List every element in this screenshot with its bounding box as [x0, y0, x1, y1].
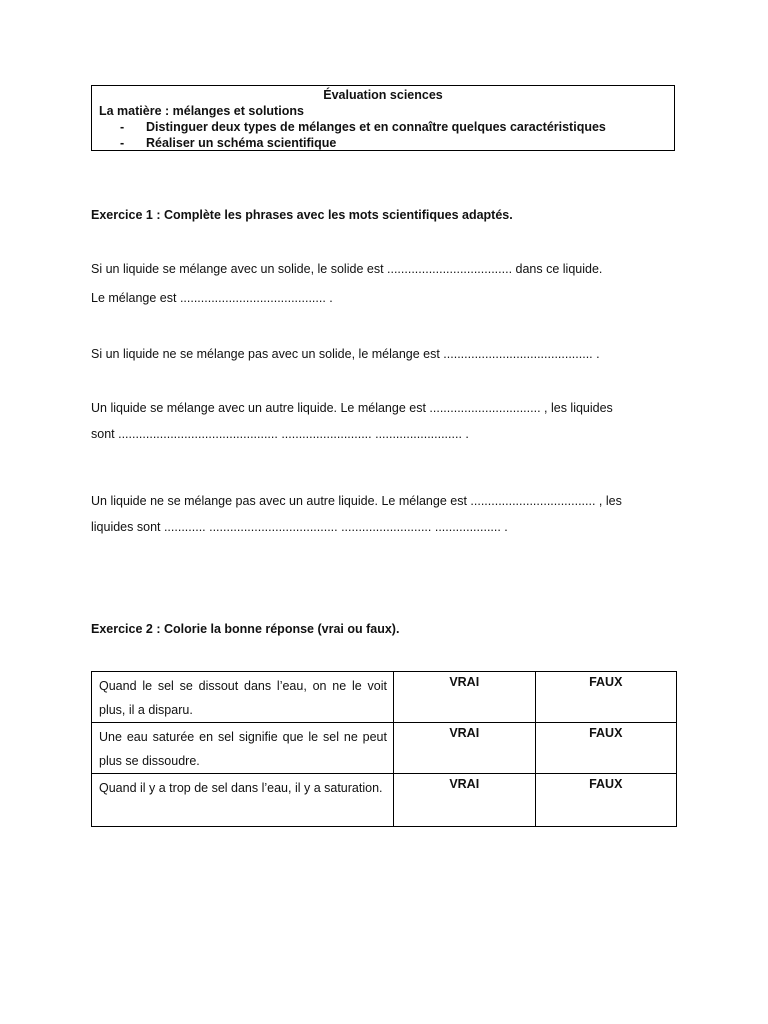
false-option[interactable]: FAUX [535, 774, 677, 827]
fill-in-line: Un liquide se mélange avec un autre liquide. Le mélange est ................................ , les liquides [91, 401, 613, 415]
exercise2-heading: Exercice 2 : Colorie la bonne réponse (vrai ou faux). [91, 622, 400, 636]
true-option[interactable]: VRAI [394, 723, 536, 774]
statement-cell: Quand il y a trop de sel dans l’eau, il y a saturation. [92, 774, 394, 827]
fill-in-line: Si un liquide ne se mélange pas avec un solide, le mélange est ........................................... . [91, 347, 600, 361]
table-row [92, 774, 677, 827]
page-title: Évaluation sciences [323, 88, 443, 102]
fill-in-line: liquides sont ............ ..................................... .......................... ................... . [91, 520, 508, 534]
objective-text: Distinguer deux types de mélanges et en connaître quelques caractéristiques [146, 120, 606, 134]
header-box [91, 85, 675, 151]
true-false-table [91, 671, 677, 827]
false-option[interactable]: FAUX [535, 723, 677, 774]
subtitle: La matière : mélanges et solutions [99, 104, 304, 118]
bullet-dash: - [120, 120, 125, 134]
statement-cell: Quand le sel se dissout dans l’eau, on ne le voit plus, il a disparu. [92, 672, 394, 723]
true-option[interactable]: VRAI [394, 672, 536, 723]
fill-in-line: Un liquide ne se mélange pas avec un autre liquide. Le mélange est .................................... , les [91, 494, 622, 508]
table-row [92, 723, 677, 774]
fill-in-line: sont .............................................. .......................... ......................... . [91, 427, 469, 441]
fill-in-line: Le mélange est .......................................... . [91, 291, 333, 305]
bullet-dash: - [120, 136, 125, 150]
true-option[interactable]: VRAI [394, 774, 536, 827]
exercise1-heading: Exercice 1 : Complète les phrases avec les mots scientifiques adaptés. [91, 208, 513, 222]
statement-cell: Une eau saturée en sel signifie que le sel ne peut plus se dissoudre. [92, 723, 394, 774]
fill-in-line: Si un liquide se mélange avec un solide, le solide est .................................... dans ce liquide. [91, 262, 603, 276]
false-option[interactable]: FAUX [535, 672, 677, 723]
objective-text: Réaliser un schéma scientifique [146, 136, 337, 150]
table-row [92, 672, 677, 723]
